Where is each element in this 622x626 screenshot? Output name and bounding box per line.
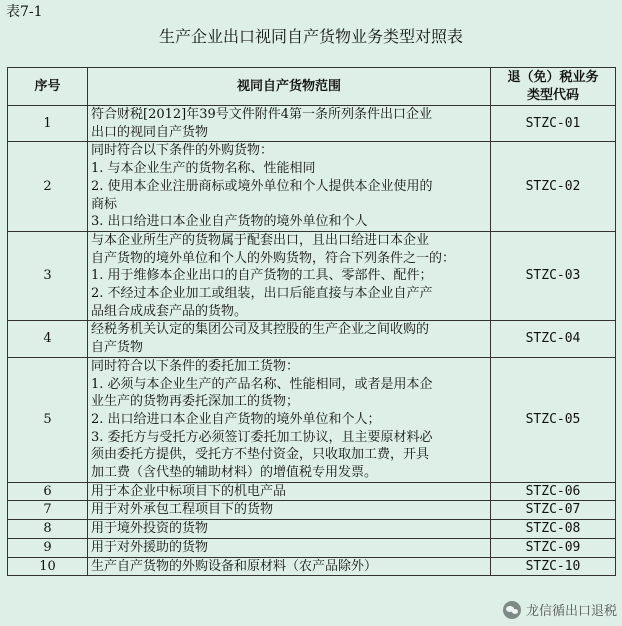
wechat-icon bbox=[503, 601, 521, 619]
row-scope bbox=[88, 231, 491, 321]
row-type-code: STZC-08 bbox=[491, 520, 616, 539]
row-type-code: STZC-10 bbox=[491, 557, 616, 576]
row-type-code: STZC-02 bbox=[491, 142, 616, 232]
row-scope bbox=[88, 142, 491, 232]
table-row bbox=[8, 538, 616, 557]
scope-line: 品组合成成套产品的货物。 bbox=[91, 303, 248, 319]
row-number: 3 bbox=[8, 231, 88, 321]
watermark bbox=[500, 599, 620, 620]
row-number: 4 bbox=[8, 321, 88, 357]
row-scope bbox=[88, 501, 491, 520]
header-code-line1: 退（免）税业务 bbox=[507, 69, 599, 85]
table-body bbox=[8, 106, 616, 576]
table-row bbox=[8, 357, 616, 482]
header-no: 序号 bbox=[8, 68, 88, 106]
table-caption: 表7-1 bbox=[6, 4, 43, 20]
scope-line: 用于本企业中标项目下的机电产品 bbox=[91, 483, 287, 499]
scope-line: 同时符合以下条件的委托加工货物： bbox=[91, 358, 300, 374]
scope-line: 经税务机关认定的集团公司及其控股的生产企业之间收购的 bbox=[91, 322, 430, 338]
row-scope bbox=[88, 557, 491, 576]
row-number: 1 bbox=[8, 106, 88, 142]
scope-line: 与本企业所生产的货物属于配套出口，且出口给进口本企业 bbox=[91, 232, 430, 248]
row-scope bbox=[88, 106, 491, 142]
row-type-code: STZC-03 bbox=[491, 231, 616, 321]
row-type-code: STZC-06 bbox=[491, 482, 616, 501]
scope-line: 2. 使用本企业注册商标或境外单位和个人提供本企业使用的 bbox=[91, 178, 433, 194]
scope-line: 2. 不经过本企业加工或组装，出口后能直接与本企业自产产 bbox=[91, 286, 433, 302]
scope-line: 加工费（含代垫的辅助材料）的增值税专用发票。 bbox=[91, 465, 378, 481]
row-number: 2 bbox=[8, 142, 88, 232]
scope-line: 业生产的货物再委托深加工的货物； bbox=[91, 394, 300, 410]
table-header-row bbox=[8, 68, 616, 106]
table-row bbox=[8, 501, 616, 520]
scope-line: 3. 出口给进口本企业自产货物的境外单位和个人 bbox=[91, 214, 368, 230]
row-type-code: STZC-01 bbox=[491, 106, 616, 142]
table-row bbox=[8, 142, 616, 232]
scope-line: 商标 bbox=[91, 196, 118, 212]
scope-line: 出口的视同自产货物 bbox=[91, 124, 209, 140]
scope-line: 须由委托方提供，受托方不垫付资金，只收取加工费，开具 bbox=[91, 447, 430, 463]
header-scope: 视同自产货物范围 bbox=[88, 68, 491, 106]
row-number: 5 bbox=[8, 357, 88, 482]
header-code-line2: 类型代码 bbox=[526, 87, 579, 103]
table-row bbox=[8, 520, 616, 539]
scope-line: 用于对外援助的货物 bbox=[91, 539, 209, 555]
scope-line: 符合财税[2012]年39号文件附件4第一条所列条件出口企业 bbox=[91, 107, 433, 122]
row-type-code: STZC-05 bbox=[491, 357, 616, 482]
scope-line: 用于对外承包工程项目下的货物 bbox=[91, 502, 274, 518]
row-scope bbox=[88, 357, 491, 482]
scope-line: 1. 与本企业生产的货物名称、性能相同 bbox=[91, 161, 316, 177]
row-number: 6 bbox=[8, 482, 88, 501]
watermark-text: 龙信循出口退税 bbox=[525, 604, 617, 619]
table-row bbox=[8, 106, 616, 142]
scope-line: 生产自产货物的外购设备和原材料（农产品除外） bbox=[91, 558, 378, 574]
row-number: 9 bbox=[8, 538, 88, 557]
header-code bbox=[491, 68, 616, 106]
row-scope bbox=[88, 321, 491, 357]
row-number: 8 bbox=[8, 520, 88, 539]
row-scope bbox=[88, 520, 491, 539]
row-scope bbox=[88, 482, 491, 501]
table-row bbox=[8, 231, 616, 321]
scope-line: 同时符合以下条件的外购货物： bbox=[91, 143, 274, 159]
row-number: 7 bbox=[8, 501, 88, 520]
scope-line: 1. 用于维修本企业出口的自产货物的工具、零部件、配件； bbox=[91, 268, 433, 284]
row-type-code: STZC-04 bbox=[491, 321, 616, 357]
scope-line: 3. 委托方与受托方必须签订委托加工协议，且主要原材料必 bbox=[91, 429, 433, 445]
table-row bbox=[8, 321, 616, 357]
table-row bbox=[8, 482, 616, 501]
table-row bbox=[8, 557, 616, 576]
scope-line: 自产货物 bbox=[91, 340, 144, 356]
scope-line: 用于境外投资的货物 bbox=[91, 521, 209, 537]
scope-line: 1. 必须与本企业生产的产品名称、性能相同，或者是用本企 bbox=[91, 376, 433, 392]
row-number: 10 bbox=[8, 557, 88, 576]
scope-line: 自产货物的境外单位和个人的外购货物，符合下列条件之一的： bbox=[91, 250, 456, 266]
scope-line: 2. 出口给进口本企业自产货物的境外单位和个人； bbox=[91, 411, 381, 427]
row-type-code: STZC-07 bbox=[491, 501, 616, 520]
business-type-table bbox=[7, 67, 616, 576]
row-type-code: STZC-09 bbox=[491, 538, 616, 557]
row-scope bbox=[88, 538, 491, 557]
page-title: 生产企业出口视同自产货物业务类型对照表 bbox=[158, 27, 463, 46]
